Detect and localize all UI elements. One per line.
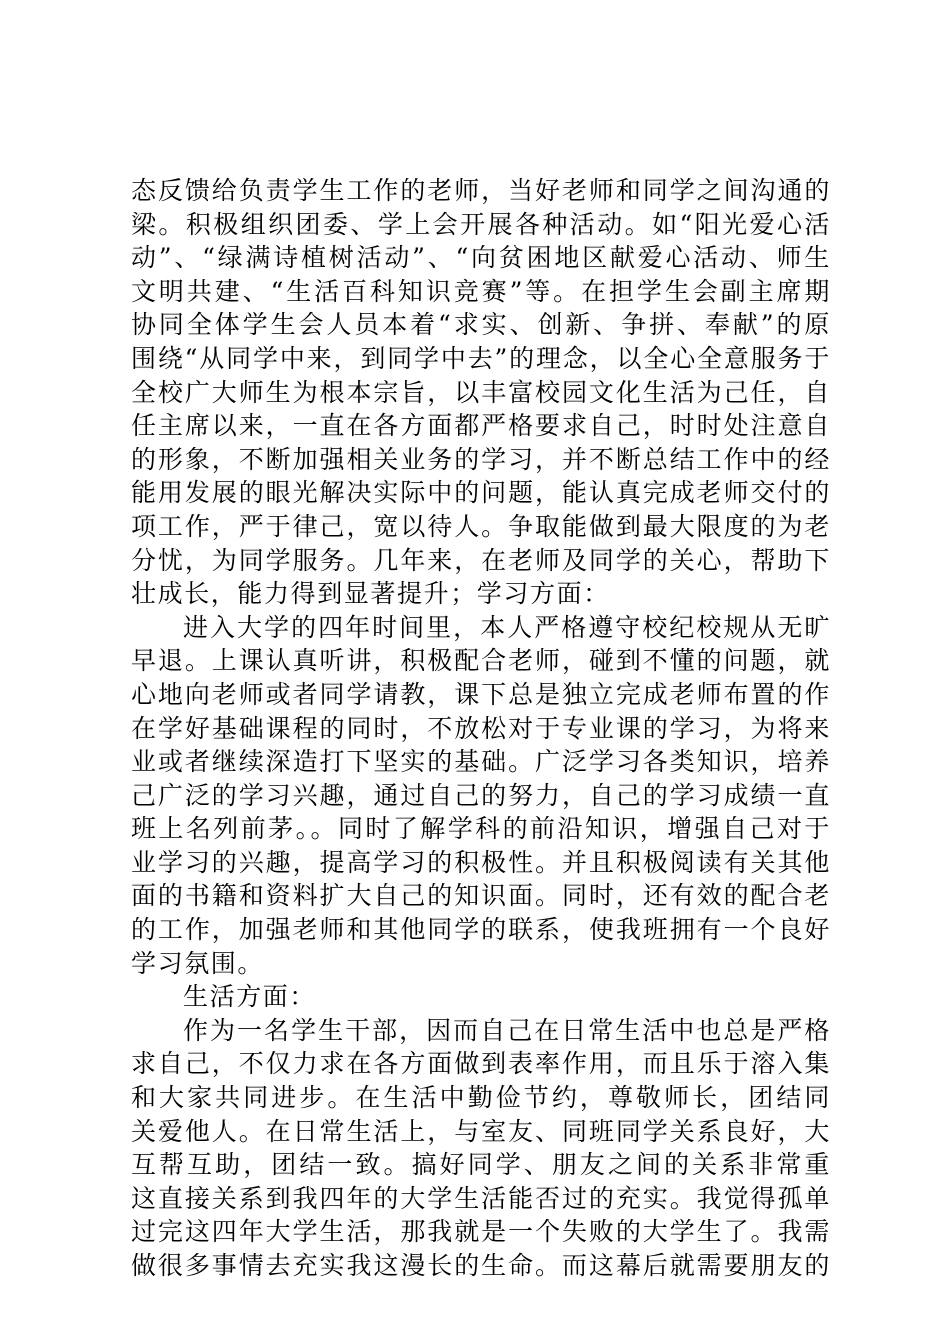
text-line: 协同全体学生会人员本着“求实、创新、争拼、奉献”的原 [131, 310, 831, 340]
text-line: 己广泛的学习兴趣，通过自己的努力，自己的学习成绩一直 [131, 780, 831, 810]
text-line: 过完这四年大学生活，那我就是一个失败的大学生了。我需 [131, 1217, 831, 1247]
paragraph-life-heading [131, 980, 831, 1014]
text-line: 学习氛围。 [131, 948, 265, 978]
text-line: 全校广大师生为根本宗旨，以丰富校园文化生活为己任，自 [131, 377, 831, 407]
text-line: 作为一名学生干部，因而自己在日常生活中也总是严格 [183, 1015, 831, 1045]
text-line: 关爱他人。在日常生活上，与室友、同班同学关系良好，大 [131, 1116, 831, 1146]
text-line: 做很多事情去充实我这漫长的生命。而这幕后就需要朋友的 [131, 1251, 831, 1280]
paragraph-study [131, 611, 831, 981]
text-line: 互帮互助，团结一致。搞好同学、朋友之间的关系非常重 [131, 1150, 831, 1180]
text-line: 态反馈给负责学生工作的老师，当好老师和同学之间沟通的 [131, 176, 831, 205]
text-line: 和大家共同进步。在生活中勤俭节约，尊敬师长，团结同 [131, 1083, 831, 1113]
text-line: 业学习的兴趣，提高学习的积极性。并且积极阅读有关其他 [131, 847, 831, 877]
text-line: 班上名列前茅。。同时了解学科的前沿知识，增强自己对于 [131, 814, 831, 844]
text-line: 任主席以来，一直在各方面都严格要求自己，时时处注意自 [131, 411, 831, 441]
text-line: 围绕“从同学中来，到同学中去”的理念，以全心全意服务于 [131, 343, 831, 373]
text-line: 的工作，加强老师和其他同学的联系，使我班拥有一个良好 [131, 915, 831, 945]
section-heading: 生活方面： [183, 982, 317, 1012]
text-line: 在学好基础课程的同时，不放松对于专业课的学习，为将来 [131, 713, 831, 743]
text-line: 求自己，不仅力求在各方面做到表率作用，而且乐于溶入集 [131, 1049, 831, 1079]
text-line: 面的书籍和资料扩大自己的知识面。同时，还有效的配合老 [131, 881, 831, 911]
paragraph-student-union [131, 174, 831, 611]
text-line: 分忧，为同学服务。几年来，在老师及同学的关心，帮助下 [131, 545, 831, 575]
text-line: 能用发展的眼光解决实际中的问题，能认真完成老师交付的 [131, 478, 831, 508]
text-line: 梁。积极组织团委、学上会开展各种活动。如“阳光爱心活 [131, 209, 831, 239]
text-line: 的形象，不断加强相关业务的学习，并不断总结工作中的经 [131, 444, 831, 474]
text-line: 进入大学的四年时间里，本人严格遵守校纪校规从无旷 [183, 612, 831, 642]
text-line: 早退。上课认真听讲，积极配合老师，碰到不懂的问题，就 [131, 646, 831, 676]
document-body [131, 174, 831, 1283]
text-line: 这直接关系到我四年的大学生活能否过的充实。我觉得孤单 [131, 1183, 831, 1213]
text-line: 壮成长，能力得到显著提升；学习方面： [131, 579, 610, 609]
text-line: 业或者继续深造打下坚实的基础。广泛学习各类知识，培养 [131, 747, 831, 777]
text-line: 文明共建、“生活百科知识竞赛”等。在担学生会副主席期 [131, 276, 831, 306]
text-line: 心地向老师或者同学请教，课下总是独立完成老师布置的作 [131, 679, 831, 709]
text-line: 动”、“绿满诗植树活动”、“向贫困地区献爱心活动、师生 [131, 243, 831, 273]
paragraph-life [131, 1014, 831, 1283]
text-line: 项工作，严于律己，宽以待人。争取能做到最大限度的为老 [131, 511, 831, 541]
